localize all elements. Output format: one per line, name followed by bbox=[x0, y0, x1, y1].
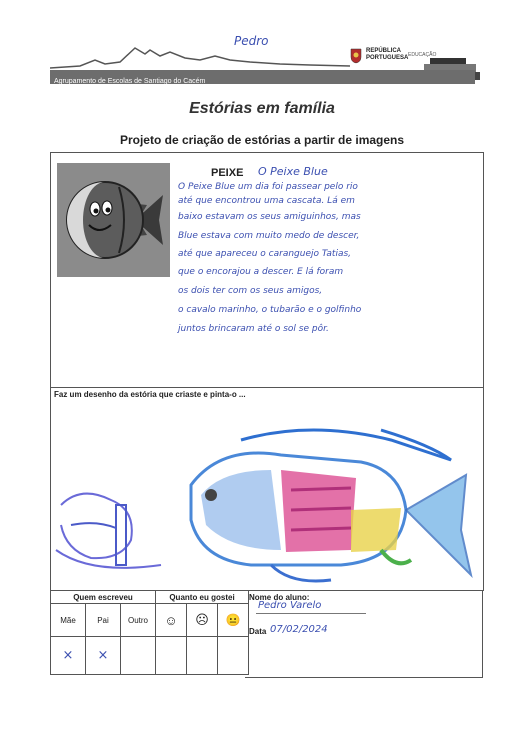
student-name-label: Nome do aluno: bbox=[249, 593, 310, 602]
header-signature: Pedro bbox=[234, 34, 269, 48]
image-label: PEIXE bbox=[211, 167, 244, 179]
date-label: Data bbox=[249, 627, 267, 636]
story-line: que o encorajou a descer. E lá foram bbox=[178, 267, 344, 277]
story-line: O Peixe Blue um dia foi passear pelo rio bbox=[178, 182, 358, 192]
header-landscape-logo bbox=[50, 38, 350, 72]
story-line: o cavalo marinho, o tubarão e o golfinho bbox=[178, 305, 362, 315]
fish-picture bbox=[57, 163, 170, 277]
story-line: até que encontrou uma cascata. Lá em bbox=[178, 196, 355, 206]
mother-checkbox[interactable]: × bbox=[51, 637, 86, 675]
story-line: Blue estava com muito medo de descer, bbox=[178, 231, 360, 241]
child-drawing bbox=[51, 400, 481, 590]
neutral-face-icon[interactable]: 😐 bbox=[218, 604, 249, 637]
story-line: juntos brincaram até o sol se pôr. bbox=[178, 324, 329, 334]
republic-line1: REPÚBLICA bbox=[366, 48, 402, 54]
fish-icon bbox=[57, 163, 170, 277]
happy-face-icon[interactable]: ☺ bbox=[156, 604, 187, 637]
shield-icon bbox=[350, 48, 362, 64]
other-label: Outro bbox=[121, 604, 156, 637]
page-title: Estórias em família bbox=[189, 100, 335, 117]
republic-side: EDUCAÇÃO bbox=[408, 52, 437, 58]
sad-checkbox[interactable] bbox=[187, 637, 218, 675]
father-label: Pai bbox=[86, 604, 121, 637]
mother-label: Mãe bbox=[51, 604, 86, 637]
who-wrote-header: Quem escreveu bbox=[51, 591, 156, 604]
student-name-field[interactable]: Pedro Varelo bbox=[258, 600, 322, 611]
other-checkbox[interactable] bbox=[121, 637, 156, 675]
school-name: Agrupamento de Escolas de Santiago do Cacém bbox=[54, 78, 206, 85]
story-line: até que apareceu o caranguejo Tatias, bbox=[178, 249, 352, 259]
story-line: baixo estavam os seus amiguinhos, mas bbox=[178, 212, 361, 222]
father-checkbox[interactable]: × bbox=[86, 637, 121, 675]
neutral-checkbox[interactable] bbox=[218, 637, 249, 675]
sad-face-icon[interactable]: ☹ bbox=[187, 604, 218, 637]
how-liked-header: Quanto eu gostei bbox=[156, 591, 249, 604]
republic-line2: PORTUGUESA bbox=[366, 55, 409, 61]
footer-table bbox=[50, 590, 249, 675]
story-title: O Peixe Blue bbox=[258, 165, 328, 178]
student-name-underline bbox=[256, 613, 366, 614]
page-subtitle: Projeto de criação de estórias a partir de imagens bbox=[119, 133, 405, 147]
date-field[interactable]: 07/02/2024 bbox=[270, 624, 328, 635]
school-banner bbox=[50, 70, 475, 84]
drawing-prompt: Faz um desenho da estória que criaste e pinta-o ... bbox=[54, 390, 246, 399]
happy-checkbox[interactable] bbox=[156, 637, 187, 675]
story-line: os dois ter com os seus amigos, bbox=[178, 286, 323, 296]
